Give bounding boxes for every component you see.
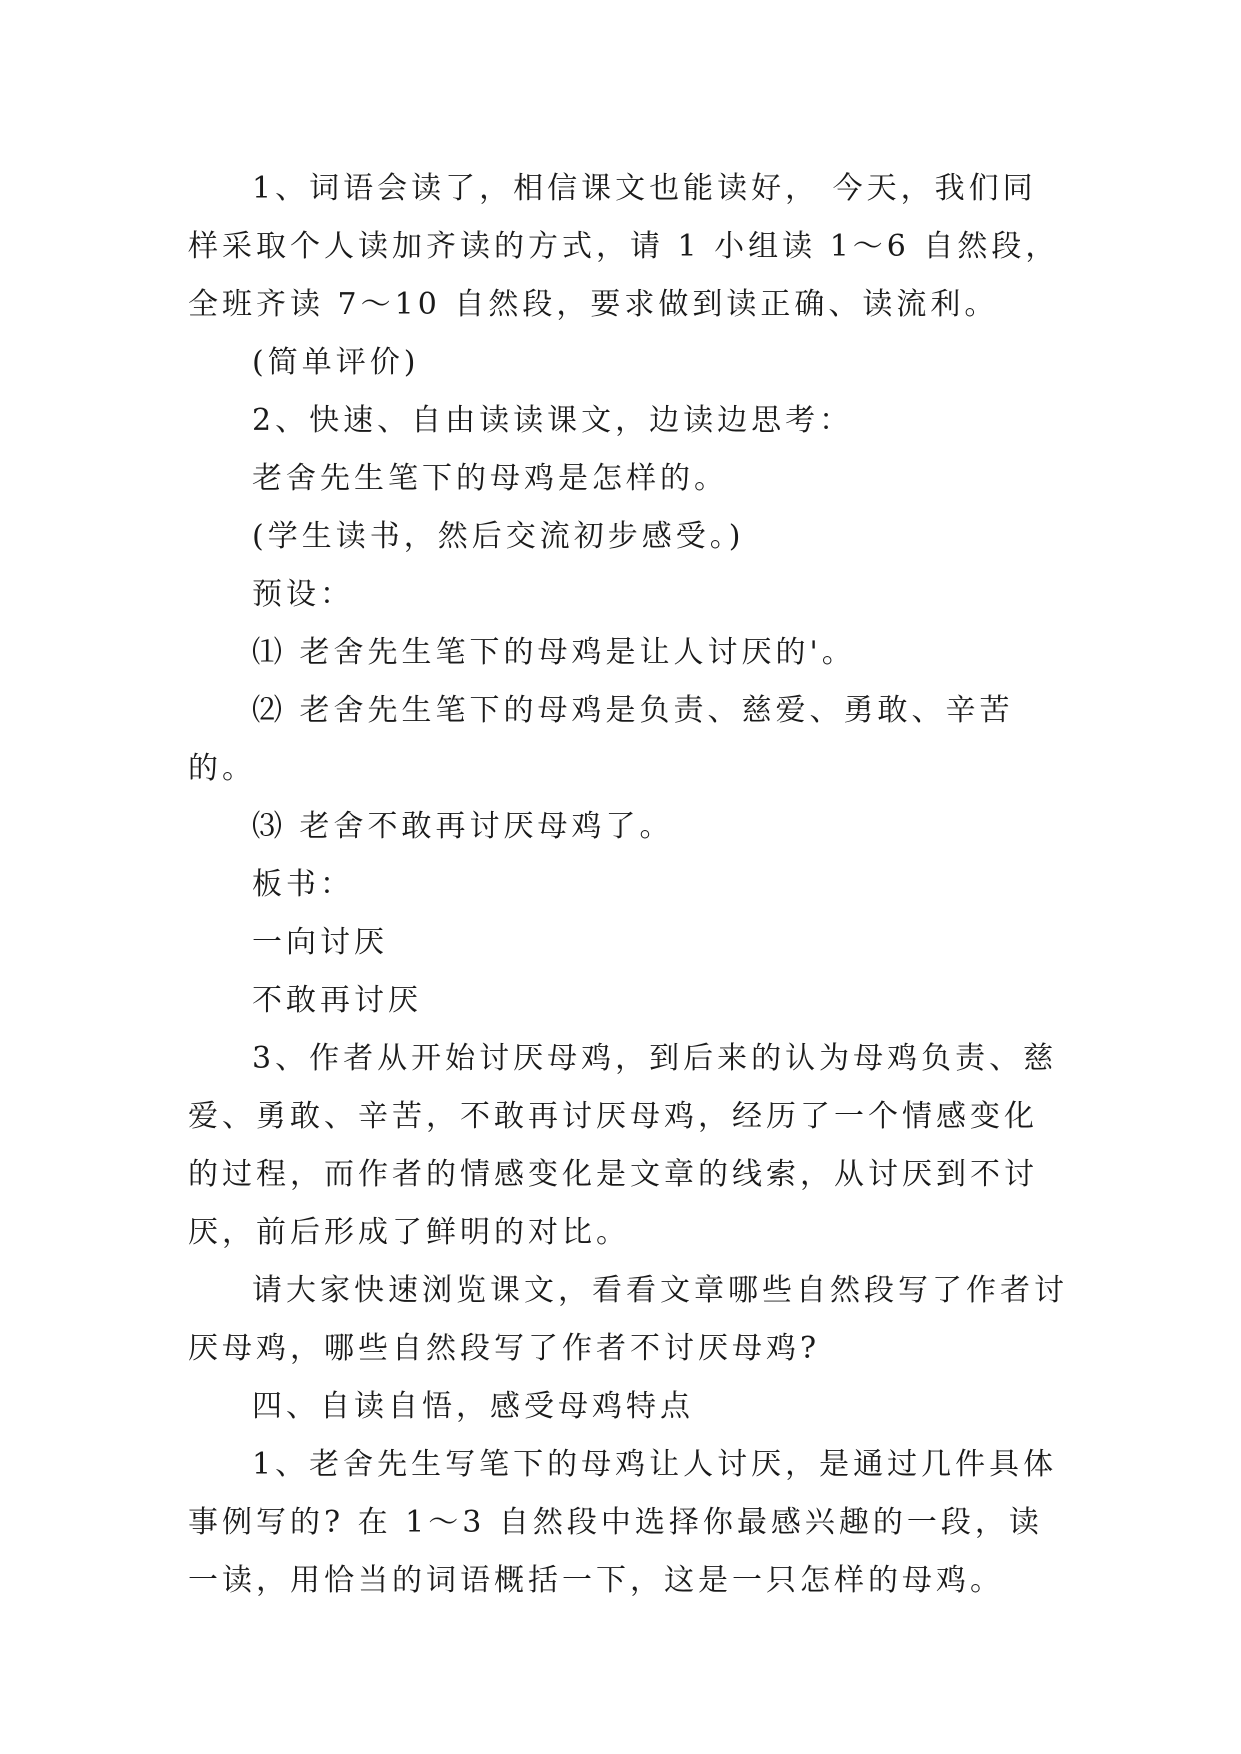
paragraph: ⑶ 老舍不敢再讨厌母鸡了。	[252, 809, 674, 844]
paragraph: 老舍先生笔下的母鸡是怎样的。	[252, 461, 728, 496]
paragraph: 3、作者从开始讨厌母鸡，到后来的认为母鸡负责、慈爱、勇敢、辛苦，不敢再讨厌母鸡，经历了一个情感变化的过程，而作者的情感变化是文章的线索，从讨厌到不讨厌，前后形成了鲜明的对比。	[188, 1041, 1058, 1250]
paragraph: 一向讨厌	[252, 925, 388, 960]
paragraph: (学生读书，然后交流初步感受。)	[252, 519, 745, 554]
paragraph: 预设：	[252, 577, 354, 612]
paragraph: 请大家快速浏览课文，看看文章哪些自然段写了作者讨厌母鸡，哪些自然段写了作者不讨厌母鸡?	[188, 1273, 1068, 1366]
document-body	[188, 160, 1068, 1610]
paragraph: 2、快速、自由读读课文，边读边思考：	[252, 403, 854, 438]
paragraph: ⑴ 老舍先生笔下的母鸡是让人讨厌的'。	[252, 635, 856, 670]
paragraph: 不敢再讨厌	[252, 983, 422, 1018]
paragraph: (简单评价)	[252, 345, 420, 380]
paragraph: 板书：	[252, 867, 354, 902]
paragraph: 四、自读自悟，感受母鸡特点	[252, 1389, 694, 1424]
paragraph: 1、词语会读了，相信课文也能读好， 今天，我们同样采取个人读加齐读的方式，请 1 小组读 1～6 自然段，全班齐读 7～10 自然段，要求做到读正确、读流利。	[188, 171, 1060, 322]
paragraph: ⑵ 老舍先生笔下的母鸡是负责、慈爱、勇敢、辛苦的。	[188, 693, 1014, 786]
paragraph: 1、老舍先生写笔下的母鸡让人讨厌，是通过几件具体事例写的? 在 1～3 自然段中选择你最感兴趣的一段，读一读，用恰当的词语概括一下，这是一只怎样的母鸡。	[188, 1447, 1058, 1598]
